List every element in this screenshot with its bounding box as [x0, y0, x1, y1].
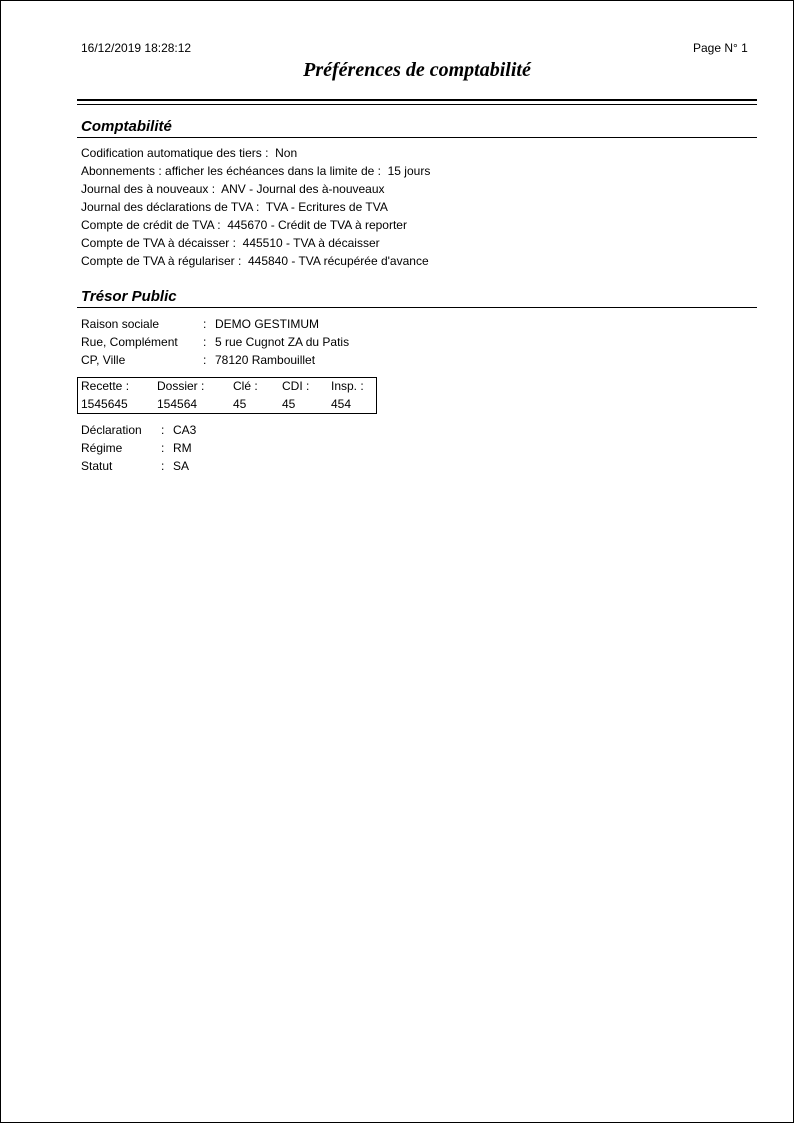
compta-line-journal-tva	[81, 198, 388, 216]
line-value: 445840 - TVA récupérée d'avance	[247, 254, 429, 268]
section-title-tresor-public: Trésor Public	[81, 288, 177, 305]
address-label-raison-sociale: Raison sociale	[81, 317, 160, 331]
compta-line-tva-regulariser	[81, 252, 429, 270]
line-label: Compte de TVA à régulariser :	[81, 254, 242, 268]
compta-line-abonnements	[81, 162, 430, 180]
line-value: 15 jours	[387, 164, 431, 178]
compta-line-credit-tva	[81, 216, 407, 234]
line-label: Compte de crédit de TVA :	[81, 218, 221, 232]
section-title-comptabilite: Comptabilité	[81, 118, 172, 135]
box-value-dossier: 154564	[157, 397, 198, 411]
regime-label-declaration: Déclaration	[81, 423, 142, 437]
box-value-recette: 1545645	[81, 397, 128, 411]
line-value: ANV - Journal des à-nouveaux	[221, 182, 385, 196]
box-value-cle: 45	[233, 397, 247, 411]
line-label: Journal des déclarations de TVA :	[81, 200, 260, 214]
address-label-rue: Rue, Complément	[81, 335, 178, 349]
line-label: Codification automatique des tiers :	[81, 146, 269, 160]
box-header-cdi: CDI :	[282, 379, 310, 393]
section-rule-comptabilite	[77, 137, 757, 138]
header-rule-thin	[77, 104, 757, 105]
regime-value-regime: RM	[173, 441, 192, 455]
box-header-cle: Clé :	[233, 379, 258, 393]
address-label-cp-ville: CP, Ville	[81, 353, 126, 367]
address-separator: :	[203, 335, 207, 349]
address-separator: :	[203, 353, 207, 367]
line-label: Abonnements : afficher les échéances dans la limite de :	[81, 164, 381, 178]
page-number: Page N° 1	[693, 41, 748, 55]
regime-value-declaration: CA3	[173, 423, 197, 437]
box-header-recette: Recette :	[81, 379, 130, 393]
address-value-rue: 5 rue Cugnot ZA du Patis	[215, 335, 350, 349]
line-value: Non	[275, 146, 298, 160]
compta-line-tva-decaisser	[81, 234, 380, 252]
print-datetime: 16/12/2019 18:28:12	[81, 41, 192, 55]
compta-line-journal-anouveaux	[81, 180, 385, 198]
box-header-insp: Insp. :	[331, 379, 364, 393]
line-value: 445510 - TVA à décaisser	[242, 236, 380, 250]
section-rule-tresor-public	[77, 307, 757, 308]
box-value-cdi: 45	[282, 397, 296, 411]
line-label: Journal des à nouveaux :	[81, 182, 216, 196]
regime-value-statut: SA	[173, 459, 190, 473]
address-separator: :	[203, 317, 207, 331]
regime-separator: :	[161, 459, 165, 473]
regime-separator: :	[161, 441, 165, 455]
box-header-dossier: Dossier :	[157, 379, 205, 393]
line-value: 445670 - Crédit de TVA à reporter	[227, 218, 407, 232]
line-value: TVA - Ecritures de TVA	[265, 200, 388, 214]
header-rule-thick	[77, 99, 757, 101]
address-value-cp-ville: 78120 Rambouillet	[215, 353, 316, 367]
tresor-ids-box	[77, 377, 377, 414]
box-value-insp: 454	[331, 397, 352, 411]
line-label: Compte de TVA à décaisser :	[81, 236, 236, 250]
report-title: Préférences de comptabilité	[303, 59, 531, 81]
compta-line-codification	[81, 144, 297, 162]
regime-separator: :	[161, 423, 165, 437]
address-value-raison-sociale: DEMO GESTIMUM	[215, 317, 319, 331]
regime-label-statut: Statut	[81, 459, 113, 473]
regime-label-regime: Régime	[81, 441, 123, 455]
